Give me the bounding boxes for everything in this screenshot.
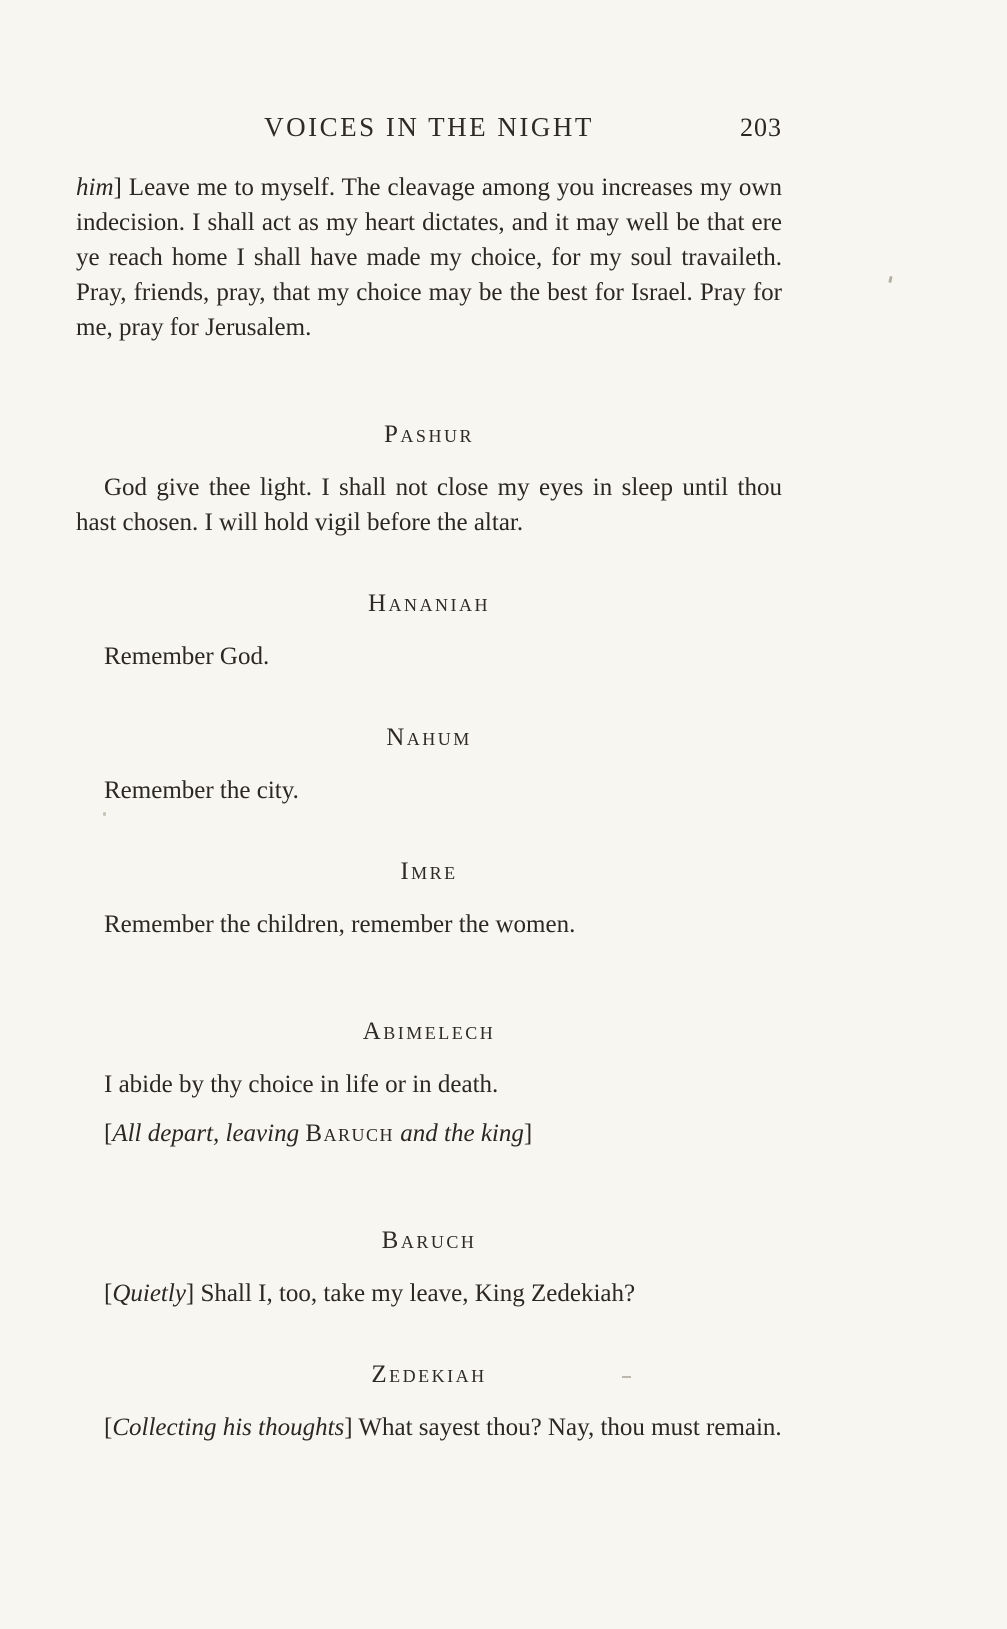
page-content: [76, 170, 782, 1445]
speaker-heading: Pashur: [384, 421, 474, 448]
text-run: Quietly: [112, 1280, 186, 1307]
text-run: I abide by thy choice in life or in death.: [104, 1071, 499, 1098]
speech-paragraph: [76, 639, 782, 674]
text-run: ] Leave me to myself. The cleavage among you increases my own indecision. I shall act as my heart dictates, and it may well be that ere ye reach home I shall have made my choice, for my soul travaileth. Pray, friends, pray, that my choice may be the best for Israel. Pray for me, pray for Jerusalem.: [76, 174, 782, 341]
scan-artifact: [888, 276, 892, 283]
speaker-heading: Abimelech: [362, 1018, 496, 1045]
speech-paragraph: [76, 773, 782, 808]
running-head: [76, 112, 782, 146]
speech-paragraph: [76, 907, 782, 942]
text-run: [: [104, 1414, 113, 1441]
scan-artifact: [103, 812, 106, 816]
text-run: and the king: [394, 1120, 524, 1147]
page-title: VOICES IN THE NIGHT: [264, 112, 594, 142]
speaker-heading: Baruch: [381, 1227, 477, 1254]
speaker-heading: Hananiah: [367, 590, 491, 617]
text-run: ]: [523, 1120, 533, 1147]
text-block: [76, 112, 782, 1445]
text-run: [: [104, 1120, 113, 1147]
text-run: [: [104, 1280, 113, 1307]
speech-paragraph: [76, 1410, 782, 1445]
page-number: 203: [740, 113, 782, 142]
speech-paragraph: [76, 1067, 782, 1102]
text-run: Remember God.: [104, 643, 270, 670]
text-run: Baruch: [305, 1120, 395, 1147]
speaker-heading: Nahum: [386, 724, 472, 751]
text-run: All depart, leaving: [112, 1120, 306, 1147]
text-run: ] Shall I, too, take my leave, King Zedekiah?: [185, 1280, 636, 1307]
text-run: Remember the children, remember the women.: [104, 911, 576, 938]
text-run: him: [76, 174, 114, 201]
speech-paragraph: [76, 470, 782, 540]
text-run: Collecting his thoughts: [112, 1414, 345, 1441]
speaker-heading: Zedekiah: [371, 1361, 487, 1388]
speech-paragraph: [76, 1276, 782, 1311]
text-run: God give thee light. I shall not close my eyes in sleep until thou hast chosen. I will hold vigil before the altar.: [76, 474, 782, 536]
stage-direction: [76, 1116, 782, 1151]
scan-artifact: [622, 1376, 631, 1378]
text-run: ] What sayest thou? Nay, thou must remain.: [344, 1414, 782, 1441]
text-run: Remember the city.: [104, 777, 299, 804]
speaker-heading: Imre: [400, 858, 458, 885]
speech-paragraph: [76, 170, 782, 345]
